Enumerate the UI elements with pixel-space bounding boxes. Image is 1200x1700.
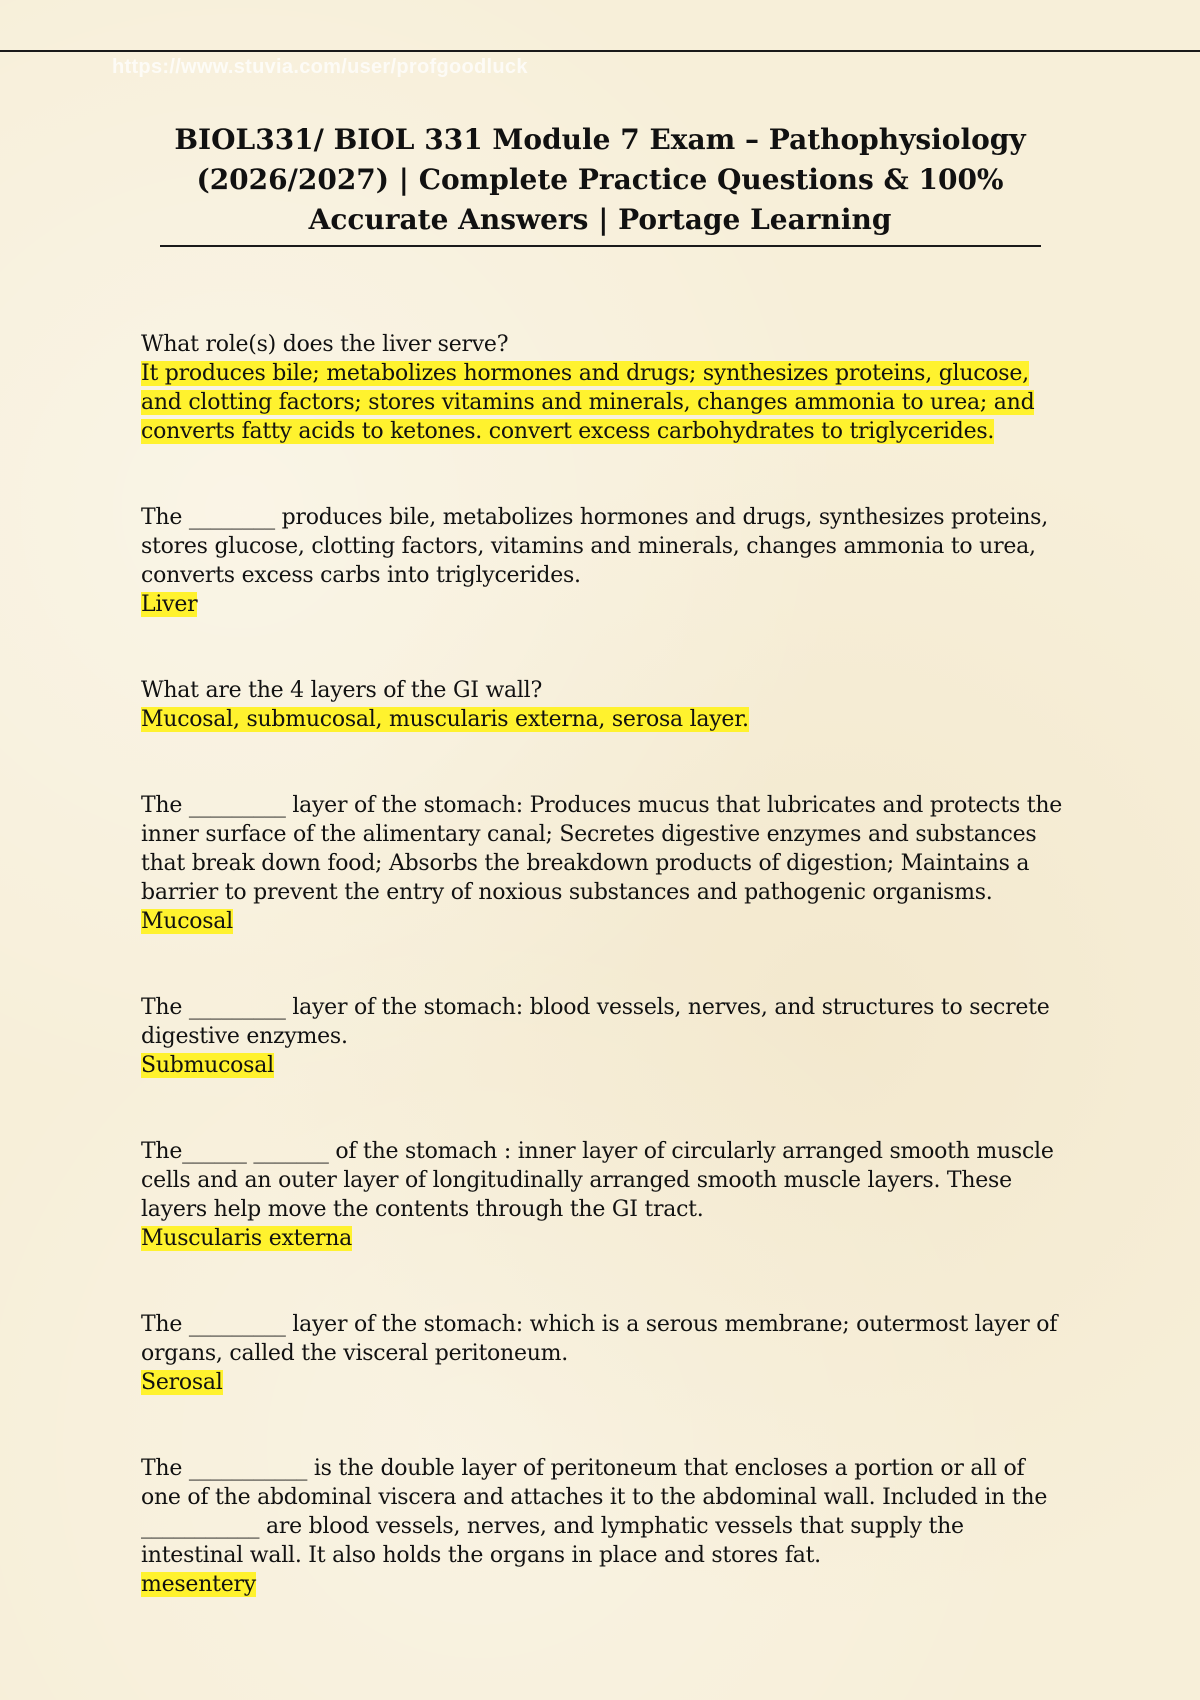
watermark-url: https://www.stuvia.com/user/profgoodluck [112, 56, 528, 78]
top-rule [0, 50, 1200, 52]
answer-highlight: Submucosal [141, 1053, 274, 1078]
answer-text [141, 1570, 1066, 1599]
question-text: What are the 4 layers of the GI wall? [141, 678, 543, 703]
answer-highlight: Mucosal [141, 909, 233, 934]
question-text: The ___________ is the double layer of peritoneum that encloses a portion or all of one of the abdominal viscera and attaches it to the abdominal wall. Included in the ___________ are blood vessels, nerves, and lymphatic vessels that supply the intestinal wall. It also holds the organs in place and stores fat. [141, 1456, 1048, 1568]
answer-highlight: Muscularis externa [141, 1226, 353, 1251]
qa-item-mesentery [141, 1454, 1066, 1599]
answer-text [141, 1051, 1066, 1080]
question-text: The ________ produces bile, metabolizes hormones and drugs, synthesizes proteins, stores glucose, clotting factors, vitamins and minerals, changes ammonia to urea, converts excess carbs into triglycerides. [141, 505, 1048, 588]
qa-item-gi-layers [141, 676, 1066, 734]
answer-highlight: mesentery [141, 1572, 256, 1597]
qa-item-liver-fill [141, 503, 1066, 619]
answer-text [141, 359, 1066, 446]
answer-highlight: Serosal [141, 1370, 223, 1395]
qa-item-muscularis [141, 1137, 1066, 1253]
question-text: The _________ layer of the stomach: blood vessels, nerves, and structures to secrete digestive enzymes. [141, 995, 1050, 1049]
title-underline [160, 245, 1041, 247]
answer-highlight: Liver [141, 592, 198, 617]
question-text: What role(s) does the liver serve? [141, 332, 509, 357]
answer-highlight: Mucosal, submucosal, muscularis externa, serosa layer. [141, 707, 749, 732]
qa-item-mucosal [141, 791, 1066, 936]
qa-item-serosal [141, 1310, 1066, 1397]
answer-highlight: It produces bile; metabolizes hormones and drugs; synthesizes proteins, glucose, and clotting factors; stores vitamins and minerals, changes ammonia to urea; and converts fatty acids to ketones. convert excess carbohydrates to triglycerides. [141, 361, 1035, 444]
question-text: The______ _______ of the stomach : inner layer of circularly arranged smooth muscle cells and an outer layer of longitudinally arranged smooth muscle layers. These layers help move the contents through the GI tract. [141, 1139, 1054, 1222]
question-text: The _________ layer of the stomach: which is a serous membrane; outermost layer of organs, called the visceral peritoneum. [141, 1312, 1058, 1366]
qa-item-submucosal [141, 993, 1066, 1080]
document-title: BIOL331/ BIOL 331 Module 7 Exam – Pathophysiology (2026/2027) | Complete Practice Questions & 100% Accurate Answers | Portage Learning [174, 123, 1026, 236]
qa-list [141, 330, 1066, 1599]
answer-text [141, 705, 1066, 734]
answer-text [141, 1368, 1066, 1397]
question-text: The _________ layer of the stomach: Produces mucus that lubricates and protects the inner surface of the alimentary canal; Secretes digestive enzymes and substances that break down food; Absorbs the breakdown products of digestion; Maintains a barrier to prevent the entry of noxious substances and pathogenic organisms. [141, 793, 1063, 905]
answer-text [141, 1224, 1066, 1253]
answer-text [141, 907, 1066, 936]
answer-text [141, 590, 1066, 619]
qa-item-liver-role [141, 330, 1066, 446]
